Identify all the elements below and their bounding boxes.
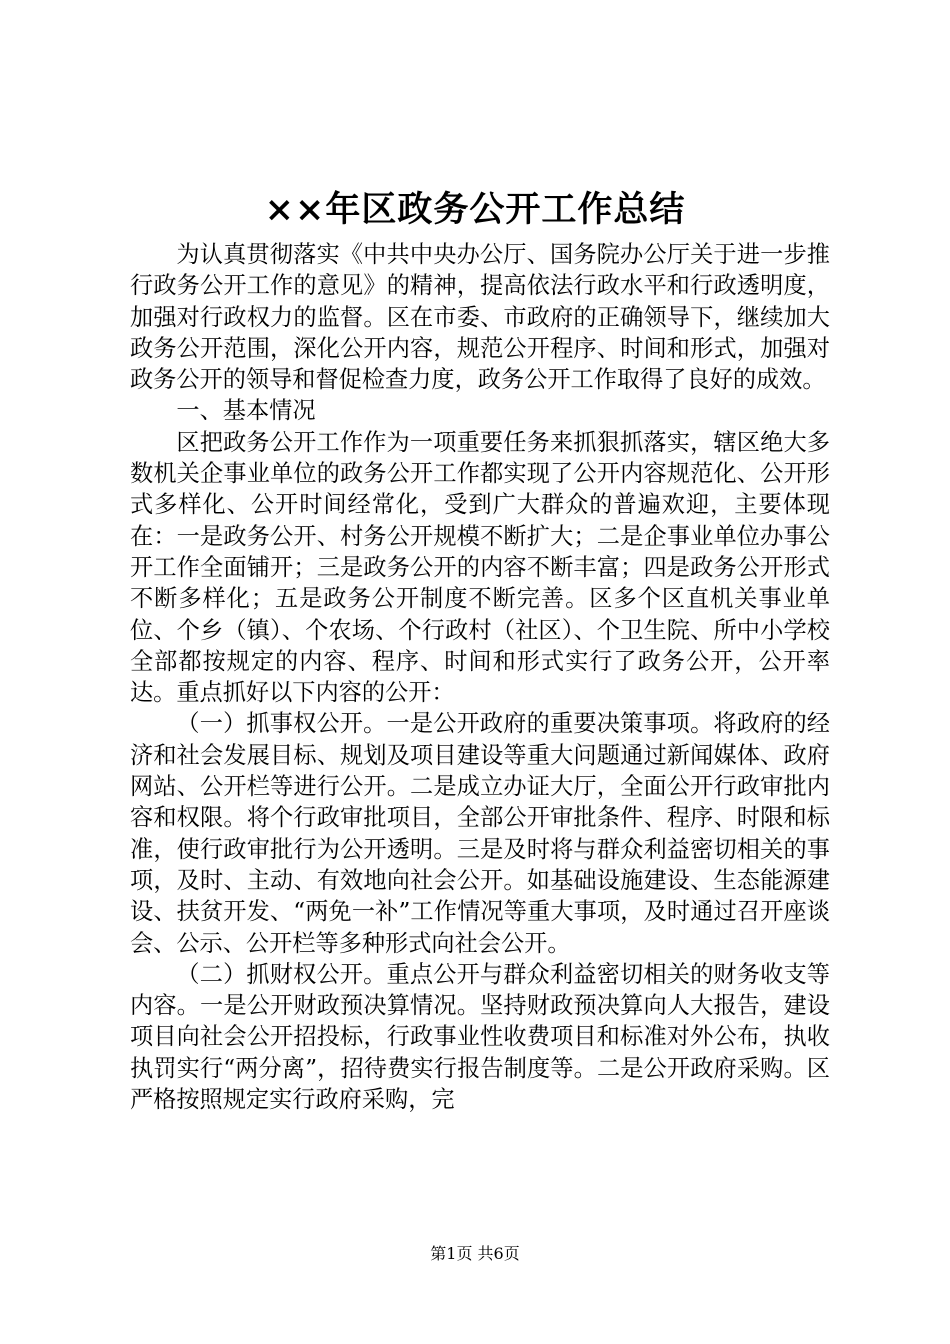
body-paragraph: （二）抓财权公开。重点公开与群众利益密切相关的财务收支等内容。一是公开财政预决算情况。坚持财政预决算向人大报告，建设项目向社会公开招投标，行政事业性收费项目和标准对外公布，执收执罚实行“两分离”，招待费实行报告制度等。二是公开政府采购。区严格按照规定实行政府采购，完 bbox=[130, 960, 830, 1114]
page-number-footer: 第1页 共6页 bbox=[430, 1244, 520, 1263]
section-heading: 一、基本情况 bbox=[176, 397, 316, 425]
document-title: ××年区政务公开工作总结 bbox=[264, 189, 686, 230]
body-paragraph: （一）抓事权公开。一是公开政府的重要决策事项。将政府的经济和社会发展目标、规划及项目建设等重大问题通过新闻媒体、政府网站、公开栏等进行公开。二是成立办证大厅，全面公开行政审批内容和权限。将个行政审批项目，全部公开审批条件、程序、时限和标准，使行政审批行为公开透明。三是及时将与群众利益密切相关的事项，及时、主动、有效地向社会公开。如基础设施建设、生态能源建设、扶贫开发、“两免一补”工作情况等重大事项，及时通过召开座谈会、公示、公开栏等多种形式向社会公开。 bbox=[130, 710, 830, 957]
intro-paragraph: 为认真贯彻落实《中共中央办公厅、国务院办公厅关于进一步推行政务公开工作的意见》的精神，提高依法行政水平和行政透明度，加强对行政权力的监督。区在市委、市政府的正确领导下，继续加大政务公开范围，深化公开内容，规范公开程序、时间和形式，加强对政务公开的领导和督促检查力度，政务公开工作取得了良好的成效。 bbox=[130, 241, 830, 394]
body-paragraph: 区把政务公开工作作为一项重要任务来抓狠抓落实，辖区绝大多数机关企事业单位的政务公开工作都实现了公开内容规范化、公开形式多样化、公开时间经常化，受到广大群众的普遍欢迎，主要体现在：一是政务公开、村务公开规模不断扩大；二是企事业单位办事公开工作全面铺开；三是政务公开的内容不断丰富；四是政务公开形式不断多样化；五是政务公开制度不断完善。区多个区直机关事业单位、个乡（镇）、个农场、个行政村（社区）、个卫生院、所中小学校全部都按规定的内容、程序、时间和形式实行了政务公开，公开率达。重点抓好以下内容的公开： bbox=[130, 428, 830, 707]
document-body bbox=[130, 239, 830, 1115]
